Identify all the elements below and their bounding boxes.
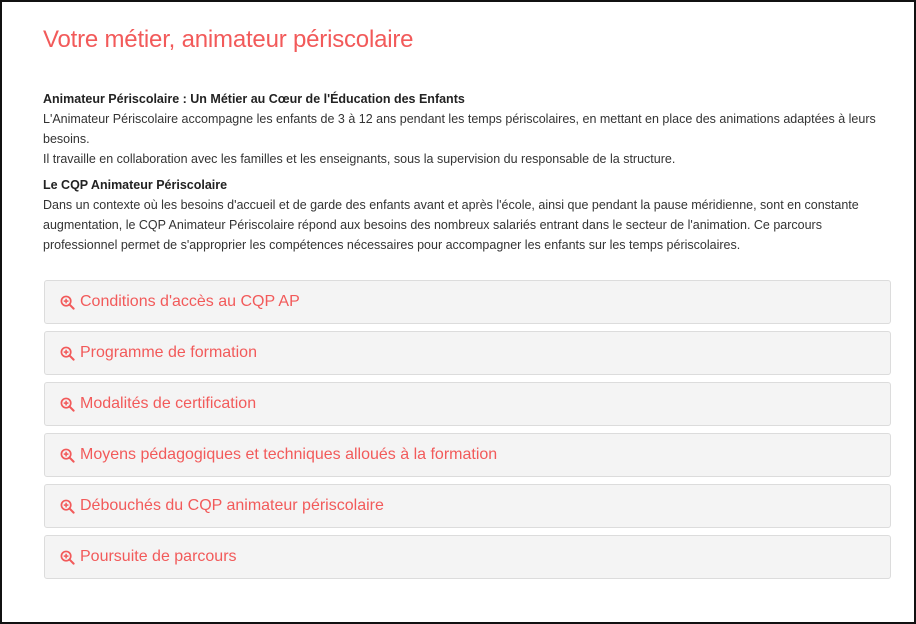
intro-paragraph: L'Animateur Périscolaire accompagne les enfants de 3 à 12 ans pendant les temps périscolaires, en mettant en place des animations adaptées à leurs besoins. [43, 112, 876, 146]
zoom-in-icon [60, 447, 77, 464]
cqp-paragraph: Dans un contexte où les besoins d'accueil et de garde des enfants avant et après l'école, ainsi que pendant la pause méridienne, sont en constante augmentation, le CQP Animateur Périscolaire répond aux besoins des nombreux salariés entrant dans le secteur de l'animation. Ce parcours professionnel permet de s'approprier les compétences nécessaires pour accompagner les enfants sur les temps périscolaires. [43, 198, 859, 252]
accordion [44, 280, 891, 586]
zoom-in-icon [60, 396, 77, 413]
accordion-item-label: Débouchés du CQP animateur périscolaire [80, 497, 384, 514]
accordion-item-conditions[interactable] [44, 280, 891, 324]
accordion-item-poursuite[interactable] [44, 535, 891, 579]
zoom-in-icon [60, 498, 77, 515]
intro-heading: Animateur Périscolaire : Un Métier au Cœur de l'Éducation des Enfants [43, 92, 465, 106]
zoom-in-icon [60, 294, 77, 311]
zoom-in-icon [60, 345, 77, 362]
page-title: Votre métier, animateur périscolaire [43, 26, 414, 53]
accordion-item-certification[interactable] [44, 382, 891, 426]
accordion-item-label: Programme de formation [80, 344, 257, 361]
zoom-in-icon [60, 549, 77, 566]
cqp-heading: Le CQP Animateur Périscolaire [43, 178, 228, 192]
accordion-item-label: Moyens pédagogiques et techniques alloués à la formation [80, 446, 498, 463]
accordion-item-moyens[interactable] [44, 433, 891, 477]
accordion-item-label: Poursuite de parcours [80, 548, 237, 565]
accordion-item-debouches[interactable] [44, 484, 891, 528]
accordion-item-programme[interactable] [44, 331, 891, 375]
intro-section [43, 89, 889, 255]
accordion-item-label: Conditions d'accès au CQP AP [80, 293, 300, 310]
intro-paragraph: Il travaille en collaboration avec les familles et les enseignants, sous la supervision du responsable de la structure. [43, 152, 676, 166]
accordion-item-label: Modalités de certification [80, 395, 257, 412]
